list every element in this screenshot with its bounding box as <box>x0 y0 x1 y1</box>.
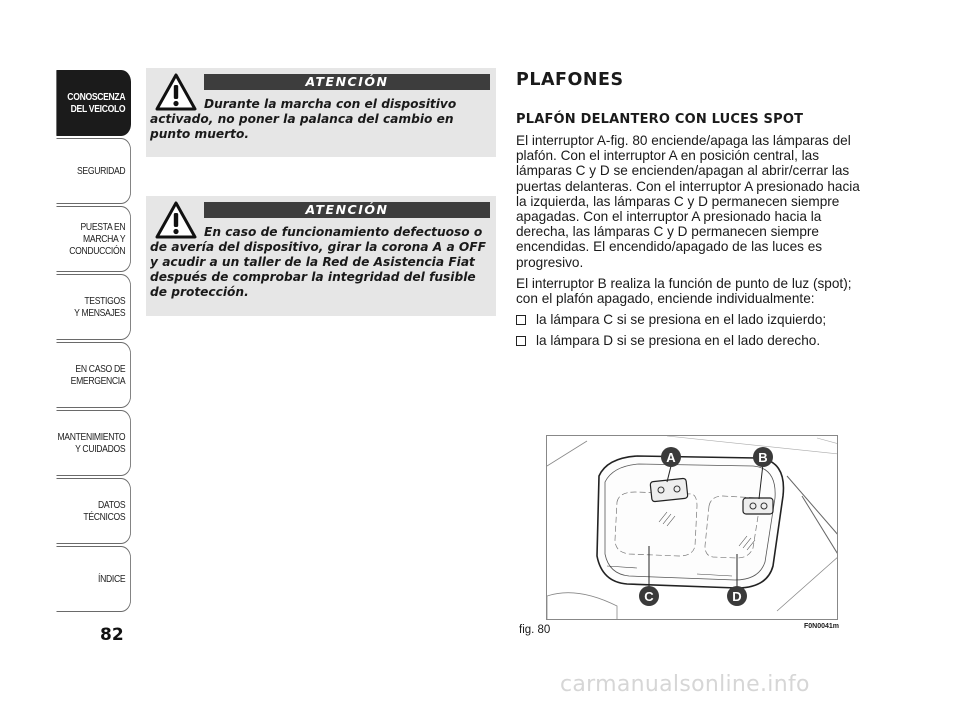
warning-box <box>146 196 496 316</box>
tab-conoscenza-del-veicolo[interactable] <box>56 70 131 136</box>
list-item <box>516 333 861 348</box>
warning-text: En caso de funcionamiento defectuoso o de avería del dispositivo, girar la corona A a OFF y acudir a un taller de la Red de Asistencia Fiat después de comprobar la integridad del fusible de protección. <box>150 225 486 299</box>
warning-box <box>146 68 496 157</box>
figure-code: F0N0041m <box>804 623 840 630</box>
watermark: carmanualsonline.info <box>560 672 810 697</box>
tab-puesta-en-marcha[interactable] <box>56 206 131 272</box>
tab-label: MANTENIMIENTO Y CUIDADOS <box>57 431 126 455</box>
paragraph: El interruptor B realiza la función de punto de luz (spot); con el plafón apagado, enciende individualmente: <box>516 275 852 307</box>
warning-heading: ATENCIÓN <box>204 74 490 90</box>
tab-label: CONOSCENZA DEL VEICOLO <box>67 91 126 115</box>
tab-testigos[interactable] <box>56 274 131 340</box>
tab-en-caso-de-emergencia[interactable] <box>56 342 131 408</box>
warning-heading: ATENCIÓN <box>204 202 490 218</box>
figure-ceiling-light <box>546 435 838 620</box>
page-number: 82 <box>100 625 124 645</box>
tab-label: TESTIGOS Y MENSAJES <box>74 295 126 319</box>
figure-caption: fig. 80 <box>519 624 551 636</box>
section-subtitle: PLAFÓN DELANTERO CON LUCES SPOT <box>516 112 804 127</box>
checkbox-bullet-icon <box>516 315 526 325</box>
figure-label-d: D <box>732 589 742 604</box>
tab-seguridad[interactable] <box>56 138 131 204</box>
paragraph: El interruptor A-fig. 80 enciende/apaga las lámparas del plafón. Con el interruptor A en posición central, las lámparas C y D se encienden/apagan al abrir/cerrar las puertas delanteras. Con el interruptor A presionado hacia la izquierda, las lámparas C y D permanecen siempre apagadas. Con el interruptor A presionado hacia la derecha, las lámparas C y D permanecen siempre encendidas. El encendido/apagado de las luces es progresivo. <box>516 133 860 270</box>
checkbox-bullet-icon <box>516 336 526 346</box>
figure-label-c: C <box>644 589 654 604</box>
list-item-text: la lámpara C si se presiona en el lado izquierdo; <box>536 312 827 328</box>
warning-text: Durante la marcha con el dispositivo activado, no poner la palanca del cambio en punto muerto. <box>150 97 457 141</box>
tab-label: ÍNDICE <box>98 573 126 585</box>
tab-label: PUESTA EN MARCHA Y CONDUCCIÓN <box>69 221 126 257</box>
main-content <box>516 66 861 355</box>
ceiling-light-illustration <box>547 436 838 620</box>
tab-label: DATOS TÉCNICOS <box>83 499 126 523</box>
page-title: PLAFONES <box>516 70 624 90</box>
tab-label: EN CASO DE EMERGENCIA <box>70 363 126 387</box>
tab-indice[interactable] <box>56 546 131 612</box>
list-item-text: la lámpara D si se presiona en el lado derecho. <box>536 333 821 349</box>
figure-label-a: A <box>666 450 676 465</box>
tab-label: SEGURIDAD <box>77 165 126 177</box>
tab-datos-tecnicos[interactable] <box>56 478 131 544</box>
tab-mantenimiento[interactable] <box>56 410 131 476</box>
list-item <box>516 312 861 327</box>
figure-label-b: B <box>758 450 768 465</box>
